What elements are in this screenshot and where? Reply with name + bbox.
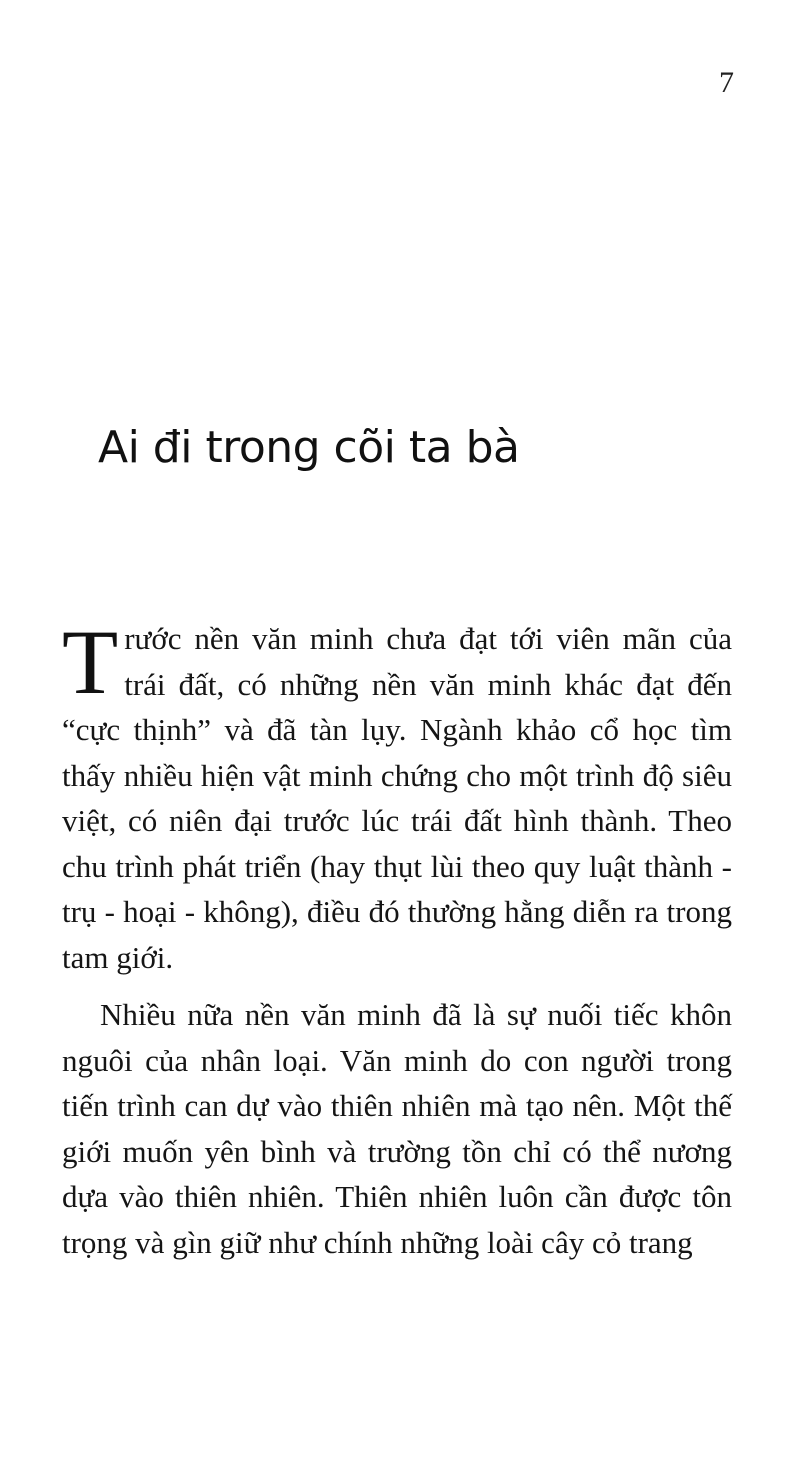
chapter-title: Ai đi trong cõi ta bà xyxy=(98,422,520,473)
paragraph-1 xyxy=(62,611,732,980)
paragraph-2: Nhiều nữa nền văn minh đã là sự nuối tiếc khôn nguôi của nhân loại. Văn minh do con người trong tiến trình can dự vào thiên nhiên mà tạo nên. Một thế giới muốn yên bình và trường tồn chỉ có thể nương dựa vào thiên nhiên. Thiên nhiên luôn cần được tôn trọng và gìn giữ như chính những loài cây cỏ trang xyxy=(62,997,732,1260)
body-text xyxy=(62,611,732,1265)
page-number: 7 xyxy=(719,66,734,99)
drop-cap: T xyxy=(62,611,119,713)
paragraph-1-text: rước nền văn minh chưa đạt tới viên mãn của trái đất, có những nền văn minh khác đạt đến “cực thịnh” và đã tàn lụy. Ngành khảo cổ học tìm thấy nhiều hiện vật minh chứng cho một trình độ siêu việt, có niên đại trước lúc trái đất hình thành. Theo chu trình phát triển (hay thụt lùi theo quy luật thành - trụ - hoại - không), điều đó thường hằng diễn ra trong tam giới. xyxy=(62,621,732,975)
